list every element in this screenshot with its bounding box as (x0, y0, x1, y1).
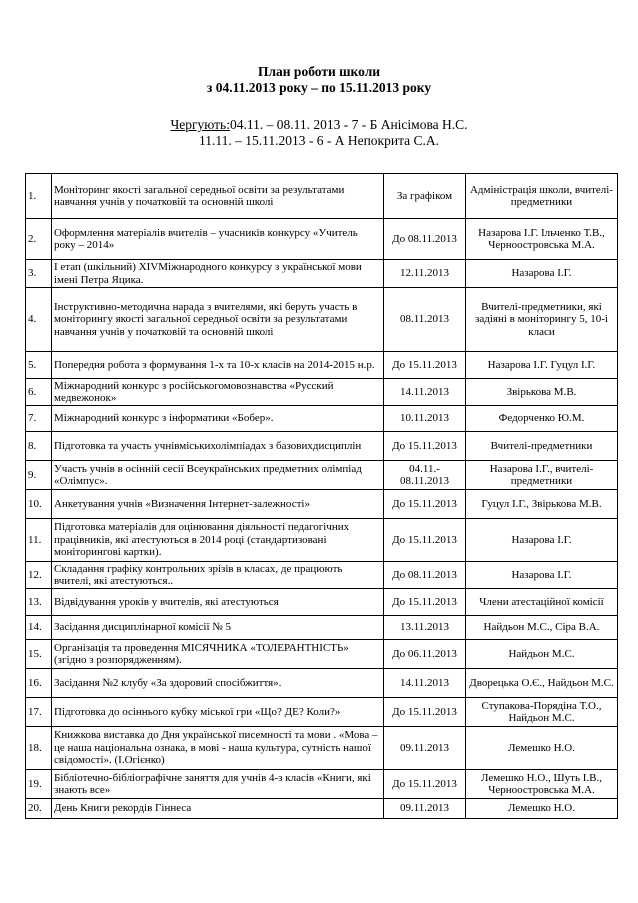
page-title: План роботи школи (257, 64, 381, 79)
row-number: 16. (26, 669, 52, 698)
task-cell: Міжнародний конкурс з російськогомовознавства «Русский медвежонок» (52, 379, 384, 406)
date-cell: До 15.11.2013 (384, 589, 466, 616)
responsible-cell: Назарова І.Г. (466, 562, 618, 589)
task-cell: Оформлення матеріалів вчителів – учасників конкурсу «Учитель року – 2014» (52, 219, 384, 260)
date-cell: До 15.11.2013 (384, 698, 466, 727)
table-row (26, 698, 618, 727)
table-row (26, 770, 618, 799)
task-cell: День Книги рекордів Гіннеса (52, 799, 384, 819)
responsible-cell: Дворецька О.Є., Найдьон М.С. (466, 669, 618, 698)
task-cell: Книжкова виставка до Дня української писемності та мови . «Мова – це наша національна ознака, в мові - наша культура, сутність нашої свідомості». (І.Огієнко) (52, 727, 384, 770)
table-row (26, 260, 618, 288)
row-number: 5. (26, 352, 52, 379)
responsible-cell: Назарова І.Г. (466, 519, 618, 562)
row-number: 7. (26, 406, 52, 432)
table-row (26, 288, 618, 352)
table-row (26, 379, 618, 406)
table-row (26, 461, 618, 490)
task-cell: Моніторинг якості загальної середньої освіти за результатами навчання учнів у початковій та основній школі (52, 174, 384, 219)
date-cell: До 15.11.2013 (384, 490, 466, 519)
responsible-cell: Федорченко Ю.М. (466, 406, 618, 432)
task-cell: Відвідування уроків у вчителів, які атестуються (52, 589, 384, 616)
row-number: 9. (26, 461, 52, 490)
responsible-cell: Найдьон М.С., Сіра В.А. (466, 616, 618, 640)
row-number: 3. (26, 260, 52, 288)
task-cell: Бібліотечно-бібліографічне заняття для учнів 4-з класів «Книги, які знають все» (52, 770, 384, 799)
task-cell: Підготовка матеріалів для оцінювання діяльності педагогічних працівників, які атестуються в 2014 році (стандартизовані моніторингові картки). (52, 519, 384, 562)
task-cell: Складання графіку контрольних зрізів в класах, де працюють вчителі, які атестуються.. (52, 562, 384, 589)
table-row (26, 432, 618, 461)
date-cell: До 15.11.2013 (384, 432, 466, 461)
row-number: 19. (26, 770, 52, 799)
responsible-cell: Найдьон М.С. (466, 640, 618, 669)
row-number: 17. (26, 698, 52, 727)
task-cell: Участь учнів в осінній сесії Всеукраїнських предметних олімпіад «Олімпус». (52, 461, 384, 490)
date-cell: За графіком (384, 174, 466, 219)
table-row (26, 219, 618, 260)
responsible-cell: Назарова І.Г. Ільченко Т.В., Черноостровська М.А. (466, 219, 618, 260)
task-cell: Організація та проведення МІСЯЧНИКА «ТОЛЕРАНТНІСТЬ» (згідно з розпорядженням). (52, 640, 384, 669)
table-row (26, 640, 618, 669)
row-number: 12. (26, 562, 52, 589)
duty-line-1 (0, 117, 638, 133)
date-cell: 10.11.2013 (384, 406, 466, 432)
duty-schedule-1: 04.11. – 08.11. 2013 - 7 - Б Анісімова Н.С. (229, 117, 468, 132)
date-cell: До 06.11.2013 (384, 640, 466, 669)
responsible-cell: Назарова І.Г. Гуцул І.Г. (466, 352, 618, 379)
row-number: 14. (26, 616, 52, 640)
table-row (26, 562, 618, 589)
table-row (26, 616, 618, 640)
table-row (26, 352, 618, 379)
date-cell: До 15.11.2013 (384, 352, 466, 379)
plan-table (25, 173, 618, 819)
table-row (26, 174, 618, 219)
responsible-cell: Гуцул І.Г., Звірькова М.В. (466, 490, 618, 519)
duty-line-2: 11.11. – 15.11.2013 - 6 - А Непокрита С.А. (198, 133, 440, 148)
row-number: 2. (26, 219, 52, 260)
date-cell: 09.11.2013 (384, 799, 466, 819)
table-row (26, 799, 618, 819)
table-row (26, 519, 618, 562)
task-cell: Міжнародний конкурс з інформатики «Бобер». (52, 406, 384, 432)
task-cell: Підготовка та участь учнівміськихолімпіадах з базовихдисциплін (52, 432, 384, 461)
table-row (26, 589, 618, 616)
row-number: 18. (26, 727, 52, 770)
date-cell: 12.11.2013 (384, 260, 466, 288)
row-number: 13. (26, 589, 52, 616)
responsible-cell: Вчителі-предметники, які задіяні в моніторингу 5, 10-і класи (466, 288, 618, 352)
task-cell: Підготовка до осіннього кубку міської гри «Що? ДЕ? Коли?» (52, 698, 384, 727)
table-row (26, 490, 618, 519)
responsible-cell: Лемешко Н.О. (466, 799, 618, 819)
duty-label: Чергують: (170, 117, 230, 132)
task-cell: Анкетування учнів «Визначення Інтернет-залежності» (52, 490, 384, 519)
responsible-cell: Вчителі-предметники (466, 432, 618, 461)
row-number: 15. (26, 640, 52, 669)
table-row (26, 669, 618, 698)
date-cell: До 15.11.2013 (384, 770, 466, 799)
row-number: 1. (26, 174, 52, 219)
responsible-cell: Члени атестаційної комісії (466, 589, 618, 616)
task-cell: І етап (шкільний) XIVМіжнародного конкурсу з української мови імені Петра Яцика. (52, 260, 384, 288)
date-cell: 14.11.2013 (384, 379, 466, 406)
responsible-cell: Назарова І.Г. (466, 260, 618, 288)
date-cell: 13.11.2013 (384, 616, 466, 640)
responsible-cell: Назарова І.Г., вчителі-предметники (466, 461, 618, 490)
task-cell: Засідання №2 клубу «За здоровий спосібжиття». (52, 669, 384, 698)
date-cell: До 08.11.2013 (384, 562, 466, 589)
row-number: 8. (26, 432, 52, 461)
table-row (26, 406, 618, 432)
date-cell: До 15.11.2013 (384, 519, 466, 562)
row-number: 4. (26, 288, 52, 352)
task-cell: Засідання дисциплінарної комісії № 5 (52, 616, 384, 640)
date-cell: 14.11.2013 (384, 669, 466, 698)
responsible-cell: Лемешко Н.О., Шуть І.В., Черноостровська М.А. (466, 770, 618, 799)
plan-table-body (26, 174, 618, 819)
date-cell: До 08.11.2013 (384, 219, 466, 260)
responsible-cell: Лемешко Н.О. (466, 727, 618, 770)
plan-period: з 04.11.2013 року – по 15.11.2013 року (206, 80, 432, 95)
task-cell: Інструктивно-методична нарада з вчителями, які беруть участь в моніторингу якості загальної середньої освіти за результатами навчання учнів у початковій та основній школі (52, 288, 384, 352)
responsible-cell: Адміністрація школи, вчителі-предметники (466, 174, 618, 219)
table-row (26, 727, 618, 770)
responsible-cell: Ступакова-Порядіна Т.О., Найдьон М.С. (466, 698, 618, 727)
row-number: 6. (26, 379, 52, 406)
date-cell: 09.11.2013 (384, 727, 466, 770)
date-cell: 04.11.- 08.11.2013 (384, 461, 466, 490)
row-number: 11. (26, 519, 52, 562)
responsible-cell: Звірькова М.В. (466, 379, 618, 406)
row-number: 20. (26, 799, 52, 819)
row-number: 10. (26, 490, 52, 519)
task-cell: Попередня робота з формування 1-х та 10-х класів на 2014-2015 н.р. (52, 352, 384, 379)
date-cell: 08.11.2013 (384, 288, 466, 352)
